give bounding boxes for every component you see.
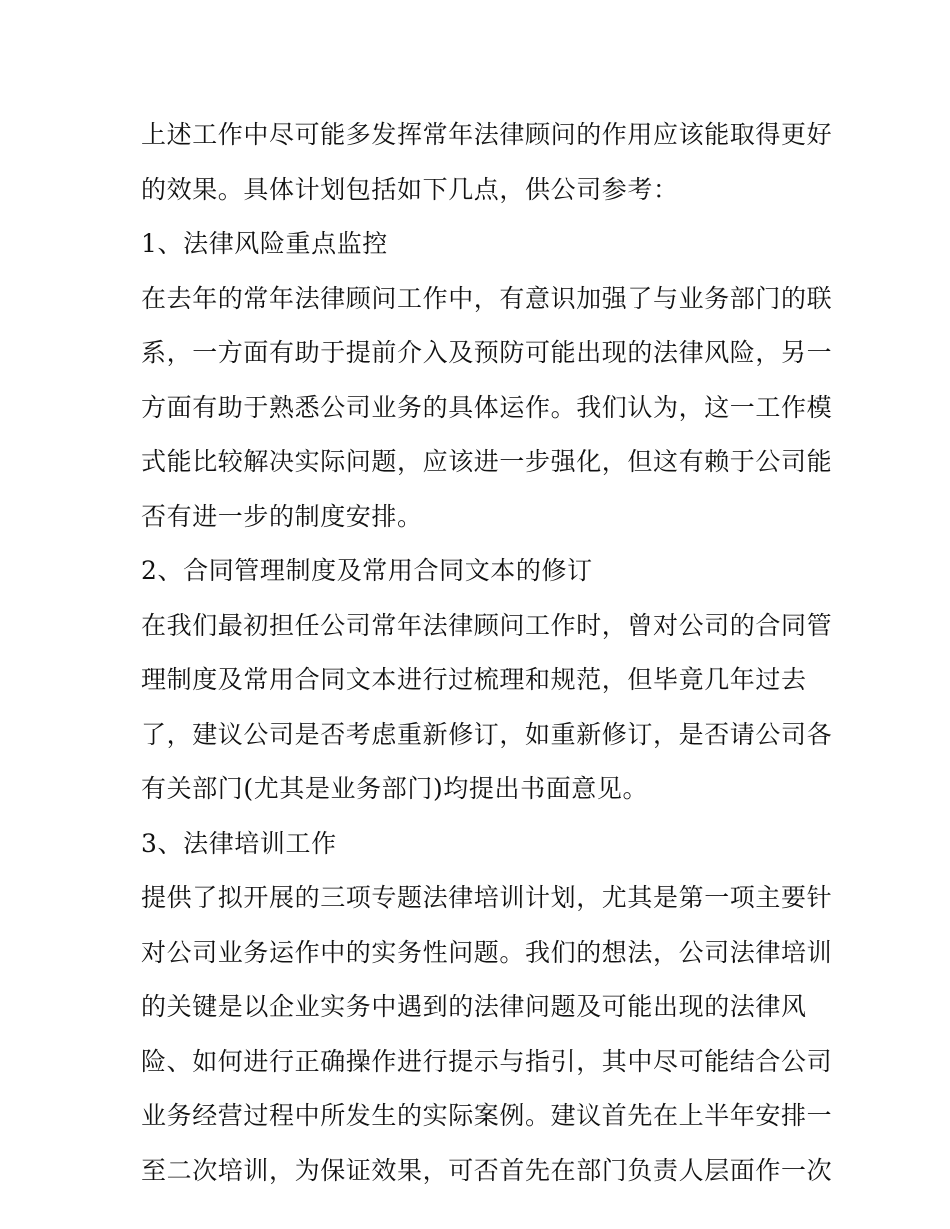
body-text-line: 式能比较解决实际问题，应该进一步强化，但这有赖于公司能 <box>141 447 833 476</box>
body-text-line: 在我们最初担任公司常年法律顾问工作时，曾对公司的合同管 <box>141 610 833 640</box>
document-body <box>141 108 833 1198</box>
section-heading: 2、合同管理制度及常用合同文本的修订 <box>141 556 593 585</box>
body-text-line: 提供了拟开展的三项专题法律培训计划，尤其是第一项主要针 <box>141 883 833 912</box>
body-text-line: 系，一方面有助于提前介入及预防可能出现的法律风险，另一 <box>141 338 833 367</box>
body-text-line: 业务经营过程中所发生的实际案例。建议首先在上半年安排一 <box>141 1101 833 1130</box>
body-text-line: 否有进一步的制度安排。 <box>141 501 423 531</box>
body-text-line: 的关键是以企业实务中遇到的法律问题及可能出现的法律风 <box>141 992 807 1021</box>
body-text-line: 险、如何进行正确操作进行提示与指引，其中尽可能结合公司 <box>141 1046 833 1076</box>
body-text-line: 的效果。具体计划包括如下几点，供公司参考： <box>141 174 679 204</box>
body-text-line: 理制度及常用合同文本进行过梳理和规范，但毕竟几年过去 <box>141 665 807 694</box>
body-text-line: 了，建议公司是否考虑重新修订，如重新修订，是否请公司各 <box>141 719 833 749</box>
body-text-line: 有关部门(尤其是业务部门)均提出书面意见。 <box>141 774 649 803</box>
section-heading: 1、法律风险重点监控 <box>141 229 388 258</box>
body-text-line: 对公司业务运作中的实务性问题。我们的想法，公司法律培训 <box>141 937 833 967</box>
section-heading: 3、法律培训工作 <box>141 828 337 858</box>
body-text-line: 至二次培训，为保证效果，可否首先在部门负责人层面作一次 <box>141 1155 833 1185</box>
body-text-line: 上述工作中尽可能多发挥常年法律顾问的作用应该能取得更好 <box>141 120 833 149</box>
body-text-line: 方面有助于熟悉公司业务的具体运作。我们认为，这一工作模 <box>141 392 833 422</box>
body-text-line: 在去年的常年法律顾问工作中，有意识加强了与业务部门的联 <box>141 283 833 313</box>
